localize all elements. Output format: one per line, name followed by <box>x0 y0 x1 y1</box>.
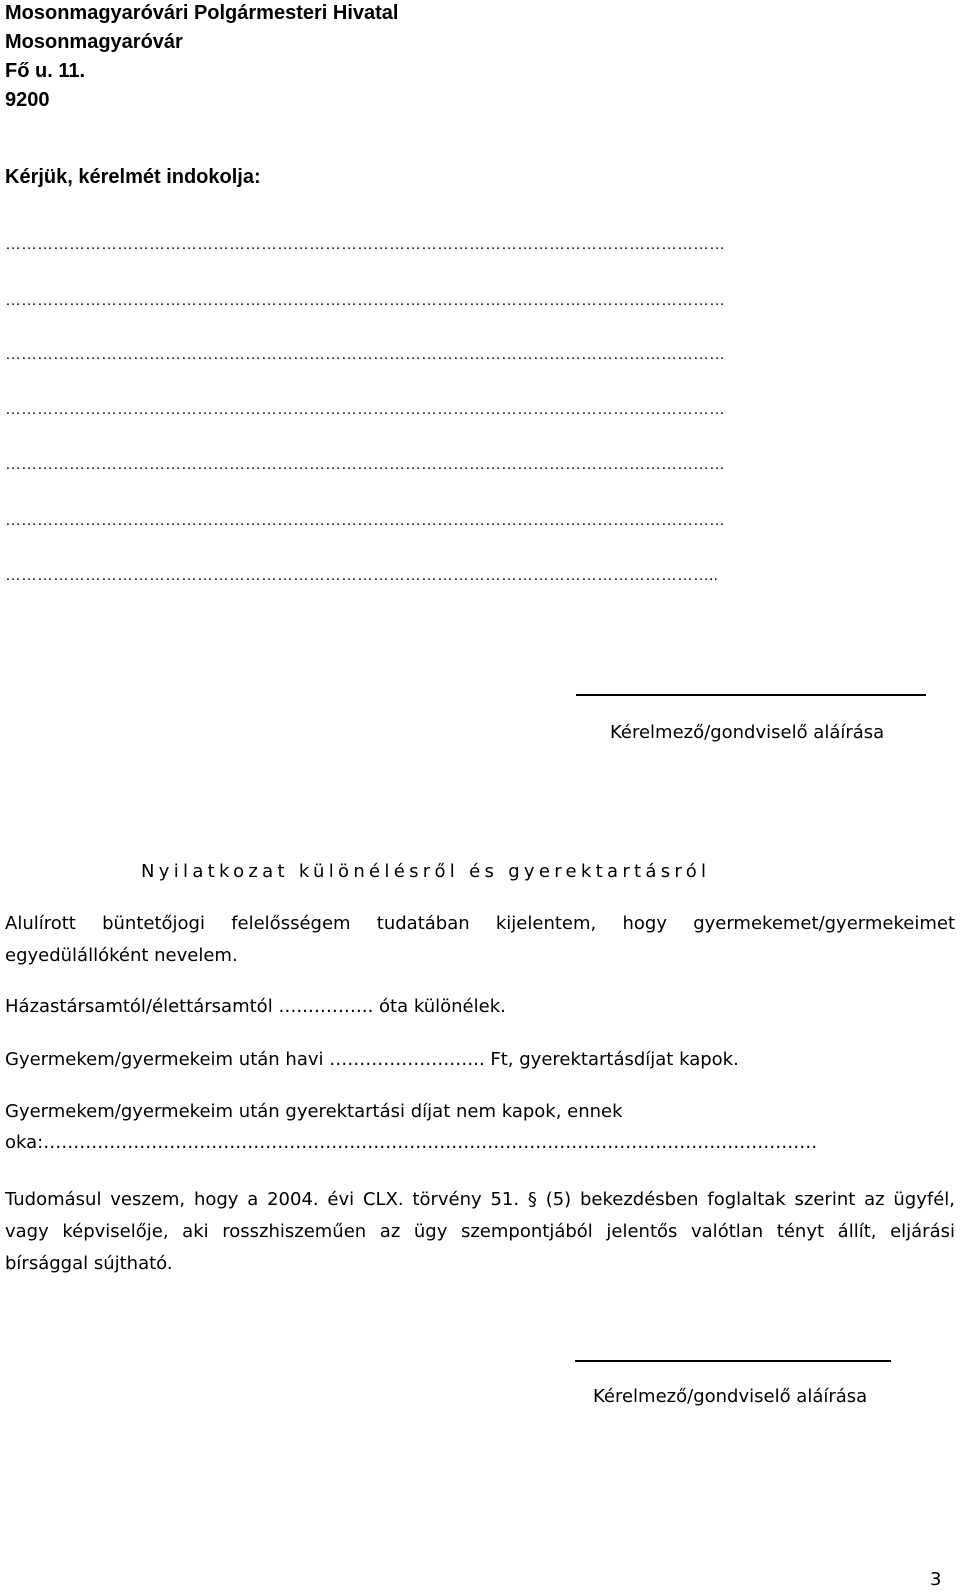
declaration-statement: Alulírott büntetőjogi felelősségem tudatában kijelentem, hogy gyermekemet/gyermekeimet egyedülállóként nevelem. <box>5 913 955 966</box>
address-line-office: Mosonmagyaróvári Polgármesteri Hivatal <box>5 2 399 24</box>
child-support-line: Gyermekem/gyermekeim után havi …………………….. Ft, gyerektartásdíjat kapok. <box>5 1049 739 1070</box>
reason-dot-line[interactable]: ……………………………………………………………………………………………………………………… <box>5 346 725 363</box>
legal-notice: Tudomásul veszem, hogy a 2004. évi CLX. törvény 51. § (5) bekezdésben foglaltak szerint az ügyfél, vagy képviselője, aki rosszhiszeműen az ügy szempontjából jelentős valótlan tényt állít, eljárási bírsággal sújtható. <box>5 1189 955 1274</box>
no-child-support-reason[interactable]: oka:………………………………………………………………………………………………………………… <box>5 1132 818 1153</box>
reason-dot-line[interactable]: ……………………………………………………………………………………………………………………… <box>5 401 725 418</box>
reason-dot-line[interactable]: …………………………………………………………………………………………………………………….. <box>5 567 718 584</box>
separation-line: Házastársamtól/élettársamtól …..……….. óta különélek. <box>5 996 506 1017</box>
declaration-title: Nyilatkozat különélésről és gyerektartásról <box>141 861 711 882</box>
reason-dot-line[interactable]: ……………………………………………………………………………………………………………………… <box>5 456 725 473</box>
address-line-postcode: 9200 <box>5 89 50 111</box>
reason-dot-line[interactable]: ……………………………………………………………………………………………………………………… <box>5 512 725 529</box>
signature-line[interactable] <box>575 1360 891 1362</box>
reason-dot-line[interactable]: ……………………………………………………………………………………………………………………… <box>5 236 725 253</box>
reason-dot-line[interactable]: ……………………………………………………………………………………………………………………… <box>5 292 725 309</box>
page-number: 3 <box>930 1569 942 1590</box>
signature-label: Kérelmező/gondviselő aláírása <box>610 722 885 743</box>
address-line-street: Fő u. 11. <box>5 60 86 82</box>
no-child-support-line: Gyermekem/gyermekeim után gyerektartási díjat nem kapok, ennek <box>5 1101 623 1122</box>
signature-line[interactable] <box>576 694 926 696</box>
address-line-city: Mosonmagyaróvár <box>5 31 183 53</box>
reason-heading: Kérjük, kérelmét indokolja: <box>5 166 261 188</box>
signature-label: Kérelmező/gondviselő aláírása <box>593 1386 868 1407</box>
